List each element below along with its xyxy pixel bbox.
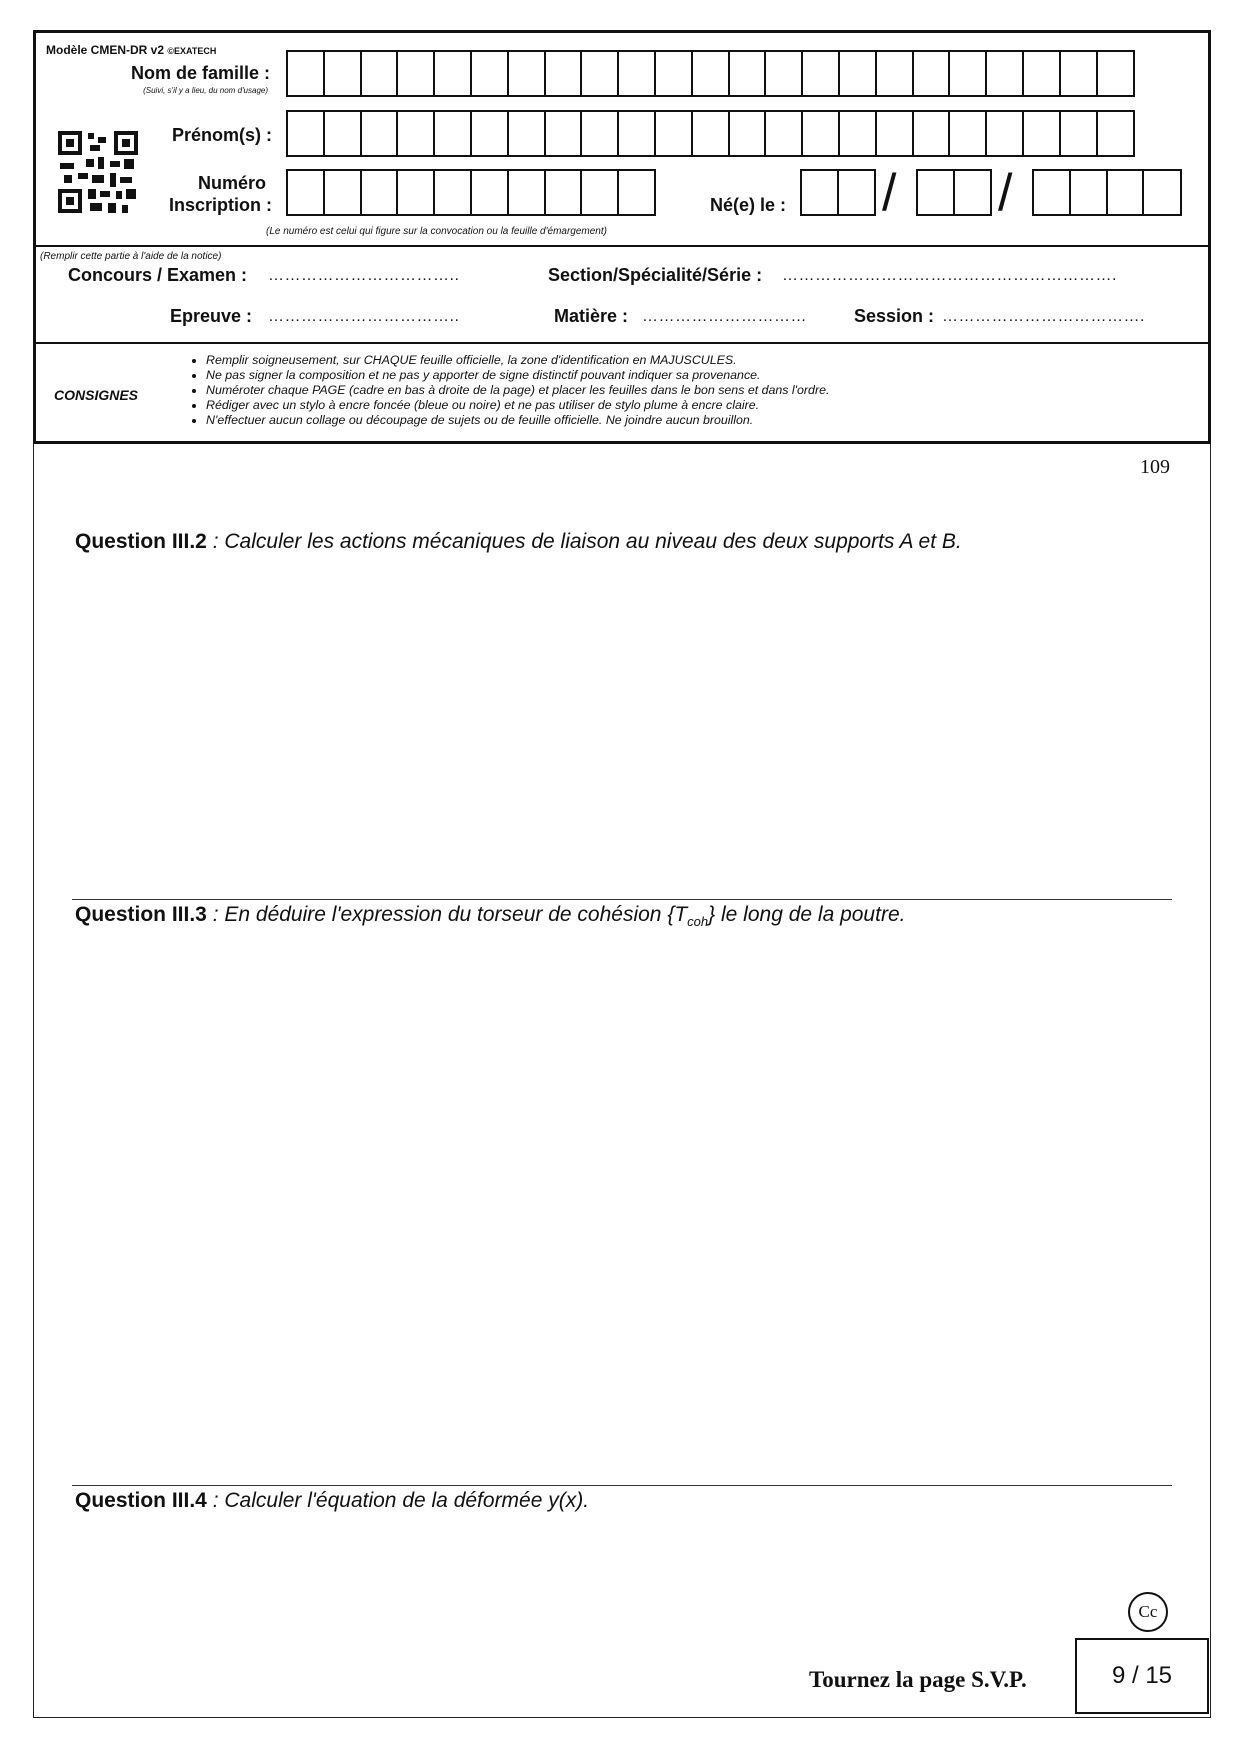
question-iii-4: Question III.4 : Calculer l'équation de la déformée y(x).: [75, 1489, 590, 1512]
consigne-item: • Numéroter chaque PAGE (cadre en bas à droite de la page) et placer les feuilles dans le bon sens et dans l'ordre.: [206, 383, 829, 398]
char-box[interactable]: [801, 110, 840, 157]
char-box[interactable]: [507, 169, 546, 216]
model-label: Modèle CMEN-DR v2 ©EXATECH: [46, 43, 217, 57]
session-field[interactable]: ……………………………….: [942, 308, 1145, 325]
char-box[interactable]: [838, 50, 877, 97]
char-box[interactable]: [1059, 50, 1098, 97]
char-box[interactable]: [433, 169, 472, 216]
turn-page-label: Tournez la page S.V.P.: [809, 1667, 1027, 1692]
char-box[interactable]: [728, 110, 767, 157]
char-box[interactable]: [286, 169, 325, 216]
char-box[interactable]: [800, 169, 839, 216]
char-box[interactable]: [691, 110, 730, 157]
birth-day-boxes[interactable]: [800, 169, 874, 216]
separator-line: [72, 899, 1172, 900]
question-iii-3: Question III.3 : En déduire l'expression du torseur de cohésion $\{T_{coh}\}$ le long de la poutre.: [75, 903, 906, 930]
char-box[interactable]: [470, 169, 509, 216]
char-box[interactable]: [691, 50, 730, 97]
page-number-box: [1075, 1638, 1209, 1714]
section-field[interactable]: …………………………………………………….: [782, 267, 1117, 284]
date-slash: /: [882, 164, 897, 222]
char-box[interactable]: [470, 50, 509, 97]
question-id: Question III.2: [75, 530, 207, 553]
matiere-label: Matière :: [554, 306, 629, 326]
char-box[interactable]: [1096, 50, 1135, 97]
char-box[interactable]: [1142, 169, 1181, 216]
char-box[interactable]: [875, 110, 914, 157]
birth-year-boxes[interactable]: [1032, 169, 1179, 216]
birth-month-boxes[interactable]: [916, 169, 990, 216]
char-box[interactable]: [396, 50, 435, 97]
exam-fields-note: (Remplir cette partie à l'aide de la notice): [40, 251, 222, 262]
session-label: Session :: [854, 306, 935, 326]
char-box[interactable]: [433, 50, 472, 97]
first-name-boxes[interactable]: [286, 110, 1132, 157]
registration-number-boxes[interactable]: [286, 169, 654, 216]
char-box[interactable]: [948, 50, 987, 97]
page-code: 109: [1140, 456, 1170, 478]
matiere-field[interactable]: …………………………: [642, 308, 807, 325]
char-box[interactable]: [912, 50, 951, 97]
char-box[interactable]: [470, 110, 509, 157]
last-name-boxes[interactable]: [286, 50, 1132, 97]
char-box[interactable]: [360, 50, 399, 97]
char-box[interactable]: [875, 50, 914, 97]
char-box[interactable]: [323, 110, 362, 157]
question-text: Calculer l'équation de la déformée y(x).: [224, 1489, 590, 1512]
char-box[interactable]: [912, 110, 951, 157]
number-note: (Le numéro est celui qui figure sur la convocation ou la feuille d'émargement): [266, 226, 607, 237]
number-label-line1: Numéro: [197, 173, 266, 193]
qr-code-icon: [58, 131, 138, 215]
char-box[interactable]: [654, 50, 693, 97]
section-label: Section/Spécialité/Série :: [548, 265, 763, 285]
char-box[interactable]: [617, 110, 656, 157]
concours-field[interactable]: ……………………………..: [268, 267, 460, 284]
char-box[interactable]: [544, 169, 583, 216]
char-box[interactable]: [617, 169, 656, 216]
question-text: En déduire l'expression du torseur de cohésion {T: [224, 903, 688, 926]
char-box[interactable]: [396, 169, 435, 216]
char-box[interactable]: [837, 169, 876, 216]
char-box[interactable]: [580, 50, 619, 97]
epreuve-label: Epreuve :: [170, 306, 253, 326]
char-box[interactable]: [323, 50, 362, 97]
question-iii-2: Question III.2 : Calculer les actions mécaniques de liaison au niveau des deux supports A et B.: [75, 530, 962, 553]
char-box[interactable]: [948, 110, 987, 157]
char-box[interactable]: [286, 110, 325, 157]
last-name-label: Nom de famille :: [130, 63, 270, 83]
char-box[interactable]: [360, 169, 399, 216]
date-slash: /: [998, 164, 1013, 222]
consignes-title: CONSIGNES: [54, 387, 139, 403]
consigne-item: • Ne pas signer la composition et ne pas y apporter de signe distinctif pouvant indiquer sa provenance.: [206, 368, 829, 383]
cc-badge-icon: Cc: [1128, 1592, 1168, 1632]
char-box[interactable]: [764, 110, 803, 157]
char-box[interactable]: [360, 110, 399, 157]
char-box[interactable]: [323, 169, 362, 216]
epreuve-field[interactable]: ……………………………..: [268, 308, 460, 325]
question-text: Calculer les actions mécaniques de liaison au niveau des deux supports A et B.: [224, 530, 962, 553]
char-box[interactable]: [1022, 50, 1061, 97]
char-box[interactable]: [580, 169, 619, 216]
last-name-note: (Suivi, s'il y a lieu, du nom d'usage): [143, 86, 268, 95]
char-box[interactable]: [1059, 110, 1098, 157]
consigne-item: • Rédiger avec un stylo à encre foncée (bleue ou noire) et ne pas utiliser de stylo plume à encre claire.: [206, 398, 829, 413]
char-box[interactable]: [985, 50, 1024, 97]
char-box[interactable]: [580, 110, 619, 157]
page-number: 9 / 15: [1111, 1662, 1173, 1689]
question-id: Question III.4: [75, 1489, 207, 1512]
char-box[interactable]: [801, 50, 840, 97]
char-box[interactable]: [1106, 169, 1145, 216]
char-box[interactable]: [953, 169, 992, 216]
char-box[interactable]: [1096, 110, 1135, 157]
char-box[interactable]: [1069, 169, 1108, 216]
char-box[interactable]: [544, 50, 583, 97]
char-box[interactable]: [985, 110, 1024, 157]
identification-header: [33, 30, 1211, 444]
char-box[interactable]: [764, 50, 803, 97]
number-label-line2: Inscription :: [169, 195, 272, 215]
birth-date-label: Né(e) le :: [710, 195, 787, 215]
consignes-list: [192, 353, 829, 428]
char-box[interactable]: [544, 110, 583, 157]
char-box[interactable]: [838, 110, 877, 157]
consigne-item: • Remplir soigneusement, sur CHAQUE feuille officielle, la zone d'identification en MAJUSCULES.: [206, 353, 829, 368]
char-box[interactable]: [916, 169, 955, 216]
first-name-label: Prénom(s) :: [171, 125, 272, 145]
char-box[interactable]: [728, 50, 767, 97]
consigne-item: • N'effectuer aucun collage ou découpage de sujets ou de feuille officielle. Ne joindre aucun brouillon.: [206, 413, 829, 428]
char-box[interactable]: [1022, 110, 1061, 157]
char-box[interactable]: [1032, 169, 1071, 216]
char-box[interactable]: [286, 50, 325, 97]
char-box[interactable]: [507, 110, 546, 157]
question-id: Question III.3: [75, 903, 207, 926]
char-box[interactable]: [617, 50, 656, 97]
char-box[interactable]: [433, 110, 472, 157]
char-box[interactable]: [654, 110, 693, 157]
char-box[interactable]: [507, 50, 546, 97]
concours-label: Concours / Examen :: [68, 265, 248, 285]
separator-line: [72, 1485, 1172, 1486]
char-box[interactable]: [396, 110, 435, 157]
